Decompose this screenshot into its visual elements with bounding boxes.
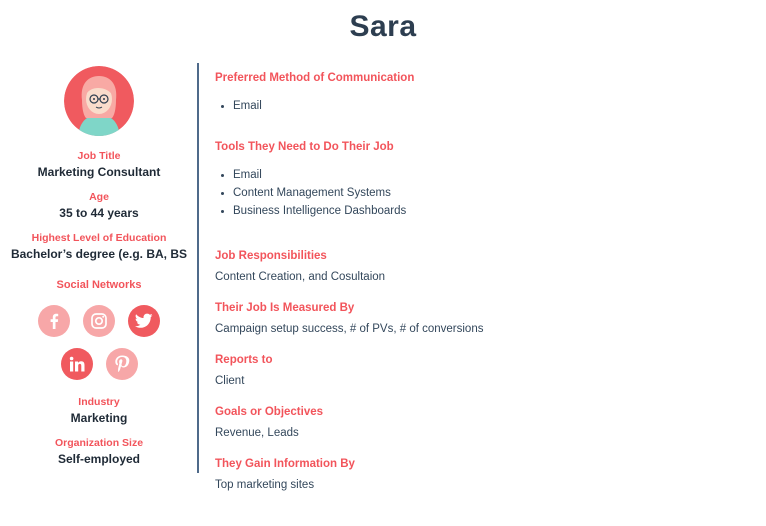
linkedin-icon[interactable] <box>61 348 93 380</box>
age-label: Age <box>89 191 109 203</box>
persona-name: Sara <box>349 10 417 43</box>
info-section <box>215 458 755 491</box>
measured-section <box>215 302 755 335</box>
education-label: Highest Level of Education <box>31 232 167 244</box>
list-item: • Business Intelligence Dashboards <box>233 202 755 220</box>
industry-value: Marketing <box>70 411 128 425</box>
list-item: • Email <box>233 166 755 184</box>
reports-section <box>215 354 755 387</box>
info-text: Top marketing sites <box>215 479 315 491</box>
avatar <box>64 66 134 136</box>
communication-title: Preferred Method of Communication <box>215 72 415 84</box>
tools-title: Tools They Need to Do Their Job <box>215 141 394 153</box>
reports-text: Client <box>215 375 245 387</box>
goals-section <box>215 406 755 439</box>
twitter-icon[interactable] <box>128 305 160 337</box>
pinterest-icon[interactable] <box>106 348 138 380</box>
info-title: They Gain Information By <box>215 458 355 470</box>
social-icons-row-2 <box>0 348 198 380</box>
communication-list <box>215 97 755 115</box>
age-value: 35 to 44 years <box>59 206 139 220</box>
industry-label: Industry <box>78 396 120 408</box>
org-size-label: Organization Size <box>54 437 144 449</box>
responsibilities-text: Content Creation, and Cosultaion <box>215 271 386 283</box>
social-icons-row <box>0 305 198 337</box>
goals-title: Goals or Objectives <box>215 406 324 418</box>
profile-panel <box>0 66 198 466</box>
details-panel <box>215 72 755 491</box>
measured-text: Campaign setup success, # of PVs, # of conversions <box>215 323 484 335</box>
column-divider <box>197 63 199 473</box>
responsibilities-section <box>215 250 755 283</box>
reports-title: Reports to <box>215 354 273 366</box>
social-networks-label: Social Networks <box>56 279 142 291</box>
list-item: • Content Management Systems <box>233 184 755 202</box>
job-title-label: Job Title <box>77 150 121 162</box>
responsibilities-title: Job Responsibilities <box>215 250 327 262</box>
education-value: Bachelor’s degree (e.g. BA, BS <box>10 247 188 261</box>
tools-section <box>215 141 755 220</box>
tools-list <box>215 166 755 220</box>
goals-text: Revenue, Leads <box>215 427 299 439</box>
job-title-value: Marketing Consultant <box>37 165 161 179</box>
measured-title: Their Job Is Measured By <box>215 302 355 314</box>
list-item: • Email <box>233 97 755 115</box>
avatar-illustration-icon <box>64 66 134 136</box>
org-size-value: Self-employed <box>57 452 141 466</box>
facebook-icon[interactable] <box>38 305 70 337</box>
communication-section <box>215 72 755 115</box>
instagram-icon[interactable] <box>83 305 115 337</box>
